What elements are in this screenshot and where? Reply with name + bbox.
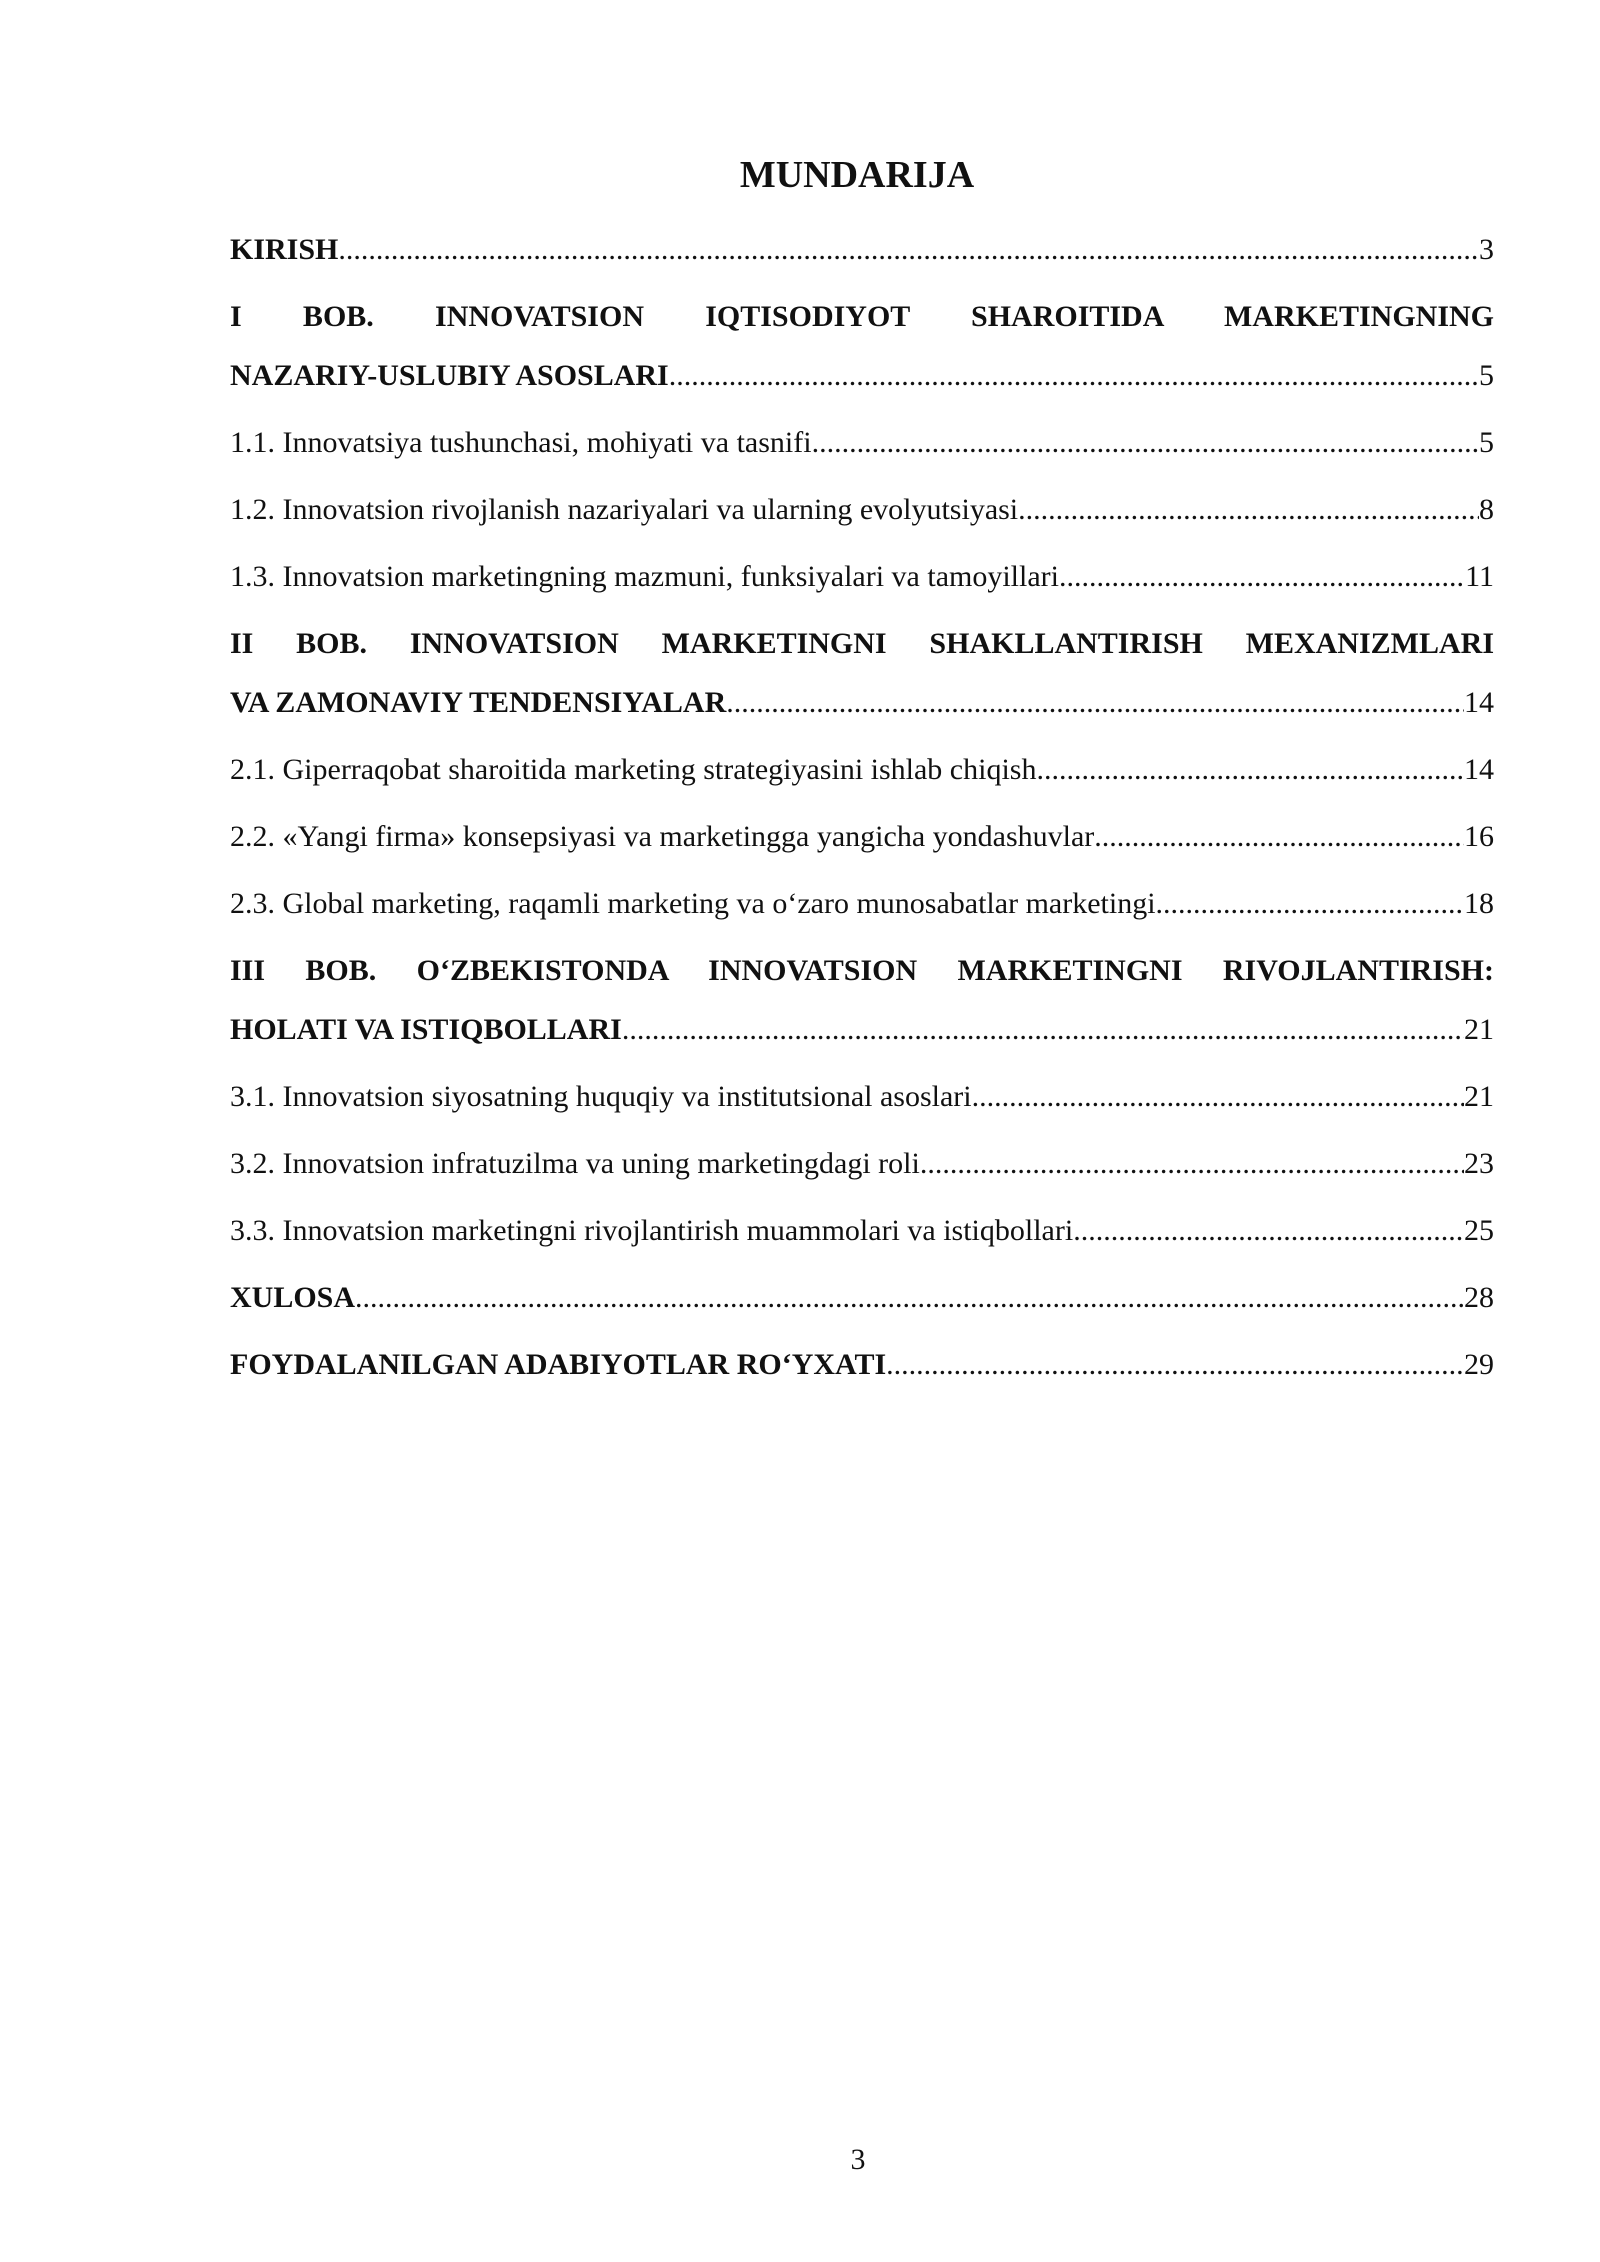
toc-chapter-heading-line1: I BOB. INNOVATSION IQTISODIYOT SHAROITIDA MARKETINGNING — [230, 300, 1494, 333]
toc-page-number: 18 — [1464, 887, 1494, 920]
toc-entry-label: 1.1. Innovatsiya tushunchasi, mohiyati va tasnifi — [230, 426, 812, 459]
toc-page-number: 3 — [1479, 233, 1494, 266]
toc-page-number: 25 — [1464, 1214, 1494, 1247]
toc-page-number: 23 — [1464, 1147, 1494, 1180]
toc-page-number: 16 — [1464, 820, 1494, 853]
toc-entry-label: 1.2. Innovatsion rivojlanish nazariyalari va ularning evolyutsiyasi — [230, 493, 1019, 526]
toc-entry-xulosa[interactable] — [230, 1268, 1494, 1327]
toc-chapter-heading-line1: III BOB. O‘ZBEKISTONDA INNOVATSION MARKETINGNI RIVOJLANTIRISH: — [230, 954, 1494, 987]
dot-leader — [886, 1335, 1464, 1394]
toc-entry-section-2-1[interactable] — [230, 740, 1494, 799]
toc-entry-section-3-3[interactable] — [230, 1201, 1494, 1260]
dot-leader — [1018, 480, 1479, 539]
toc-page-number: 8 — [1479, 493, 1494, 526]
toc-page-number: 21 — [1464, 1080, 1494, 1113]
toc-chapter-heading-line2: HOLATI VA ISTIQBOLLARI — [230, 1013, 622, 1046]
toc-page-number: 14 — [1464, 686, 1494, 719]
dot-leader — [622, 1000, 1464, 1059]
toc-entry-chapter-3[interactable] — [230, 941, 1494, 1059]
toc-page-number: 5 — [1479, 359, 1494, 392]
dot-leader — [355, 1268, 1464, 1327]
dot-leader — [338, 220, 1479, 279]
toc-page-number: 21 — [1464, 1013, 1494, 1046]
toc-page-number: 11 — [1465, 560, 1494, 593]
toc-entry-label: 3.3. Innovatsion marketingni rivojlantirish muammolari va istiqbollari — [230, 1214, 1074, 1247]
toc-entry-adabiyotlar[interactable] — [230, 1335, 1494, 1394]
dot-leader — [812, 413, 1479, 472]
dot-leader — [1059, 547, 1465, 606]
toc-entry-label: 3.1. Innovatsion siyosatning huquqiy va institutsional asoslari — [230, 1080, 972, 1113]
toc-entry-chapter-2[interactable] — [230, 614, 1494, 732]
toc-entry-section-1-2[interactable] — [230, 480, 1494, 539]
toc-chapter-heading-line1: II BOB. INNOVATSION MARKETINGNI SHAKLLANTIRISH MEXANIZMLARI — [230, 627, 1494, 660]
toc-entry-label: 3.2. Innovatsion infratuzilma va uning marketingdagi roli — [230, 1147, 920, 1180]
toc-chapter-heading-line2: NAZARIY-USLUBIY ASOSLARI — [230, 359, 669, 392]
dot-leader — [920, 1134, 1464, 1193]
toc-entry-label: 1.3. Innovatsion marketingning mazmuni, funksiyalari va tamoyillari — [230, 560, 1059, 593]
toc-page-number: 28 — [1464, 1281, 1494, 1314]
toc-entry-section-2-2[interactable] — [230, 807, 1494, 866]
dot-leader — [1036, 740, 1464, 799]
dot-leader — [669, 346, 1479, 405]
toc-entry-label: FOYDALANILGAN ADABIYOTLAR RO‘YXATI — [230, 1348, 887, 1381]
dot-leader — [726, 673, 1464, 732]
toc-entry-label: XULOSA — [230, 1281, 356, 1314]
toc-entry-section-1-1[interactable] — [230, 413, 1494, 472]
toc-entry-section-1-3[interactable] — [230, 547, 1494, 606]
toc-page-number: 14 — [1464, 753, 1494, 786]
toc-entry-section-3-1[interactable] — [230, 1067, 1494, 1126]
page-number: 3 — [850, 2143, 866, 2176]
toc-page-number: 29 — [1464, 1348, 1494, 1381]
toc-entry-kirish[interactable] — [230, 220, 1494, 279]
dot-leader — [972, 1067, 1464, 1126]
dot-leader — [1094, 807, 1464, 866]
toc-entry-label: 2.1. Giperraqobat sharoitida marketing strategiyasini ishlab chiqish — [230, 753, 1037, 786]
toc-entry-label: KIRISH — [230, 233, 339, 266]
dot-leader — [1073, 1201, 1464, 1260]
toc-entry-chapter-1[interactable] — [230, 287, 1494, 405]
toc-entry-section-2-3[interactable] — [230, 874, 1494, 933]
table-of-contents — [230, 220, 1494, 1394]
toc-entry-section-3-2[interactable] — [230, 1134, 1494, 1193]
page-title: MUNDARIJA — [739, 154, 975, 196]
toc-page-number: 5 — [1479, 426, 1494, 459]
dot-leader — [1156, 874, 1464, 933]
toc-chapter-heading-line2: VA ZAMONAVIY TENDENSIYALAR — [230, 686, 727, 719]
toc-entry-label: 2.2. «Yangi firma» konsepsiyasi va marketingga yangicha yondashuvlar — [230, 820, 1095, 853]
toc-entry-label: 2.3. Global marketing, raqamli marketing va o‘zaro munosabatlar marketingi — [230, 887, 1156, 920]
